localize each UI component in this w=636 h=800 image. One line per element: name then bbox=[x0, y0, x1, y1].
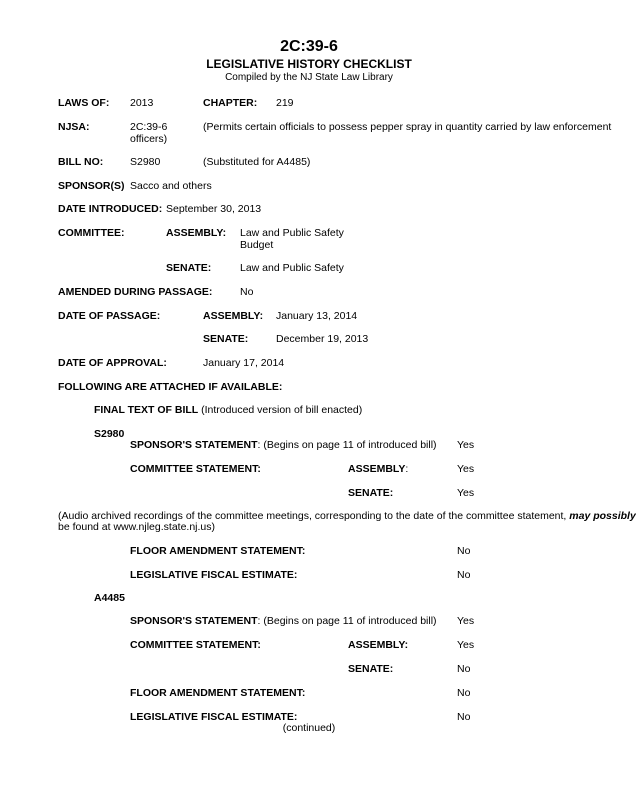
s2980-fiscal-value: No bbox=[457, 569, 471, 581]
s2980-label: S2980 bbox=[94, 428, 125, 440]
njsa-label: NJSA: bbox=[58, 121, 90, 133]
compiled-by: Compiled by the NJ State Law Library bbox=[225, 72, 393, 83]
audio-note-emphasis: may possibly bbox=[569, 510, 636, 522]
sponsors-value: Sacco and others bbox=[130, 180, 212, 192]
final-text-note: (Introduced version of bill enacted) bbox=[201, 404, 363, 416]
s2980-assembly-colon: : bbox=[405, 463, 409, 475]
amended-label: AMENDED DURING PASSAGE: bbox=[58, 286, 213, 298]
committee-senate-value: Law and Public Safety bbox=[240, 262, 344, 274]
page-title: 2C:39-6 bbox=[280, 38, 338, 55]
a4485-assembly-value: Yes bbox=[457, 639, 475, 651]
s2980-assembly-line bbox=[348, 463, 408, 475]
final-text-line bbox=[94, 404, 362, 416]
audio-note-text: (Audio archived recordings of the committee meetings, corresponding to the date of the committee statement, bbox=[58, 510, 570, 522]
a4485-sponsor-line bbox=[130, 615, 437, 627]
passage-assembly-value: January 13, 2014 bbox=[276, 310, 358, 322]
s2980-sponsor-line bbox=[130, 439, 437, 451]
sponsors-label: SPONSOR(S) bbox=[58, 180, 125, 192]
s2980-fiscal-label: LEGISLATIVE FISCAL ESTIMATE: bbox=[130, 569, 298, 581]
s2980-committee-label: COMMITTEE STATEMENT: bbox=[130, 463, 261, 475]
passage-senate-label: SENATE: bbox=[203, 333, 249, 345]
a4485-floor-label: FLOOR AMENDMENT STATEMENT: bbox=[130, 687, 306, 699]
s2980-sponsor-label: SPONSOR'S STATEMENT bbox=[130, 439, 258, 451]
s2980-sponsor-value: Yes bbox=[457, 439, 475, 451]
audio-note-line2: be found at www.njleg.state.nj.us) bbox=[58, 521, 216, 533]
bill-no-label: BILL NO: bbox=[58, 156, 104, 168]
bill-no-value: S2980 bbox=[130, 156, 161, 168]
substituted-note: (Substituted for A4485) bbox=[203, 156, 311, 168]
laws-of-value: 2013 bbox=[130, 97, 154, 109]
date-of-approval-value: January 17, 2014 bbox=[203, 357, 285, 369]
njsa-value: 2C:39-6 bbox=[130, 121, 168, 133]
s2980-floor-label: FLOOR AMENDMENT STATEMENT: bbox=[130, 545, 306, 557]
s2980-assembly-label: ASSEMBLY bbox=[348, 463, 406, 475]
s2980-senate-value: Yes bbox=[457, 487, 475, 499]
chapter-label: CHAPTER: bbox=[203, 97, 258, 109]
s2980-assembly-value: Yes bbox=[457, 463, 475, 475]
date-of-approval-label: DATE OF APPROVAL: bbox=[58, 357, 167, 369]
committee-assembly-label: ASSEMBLY: bbox=[166, 227, 227, 239]
passage-assembly-label: ASSEMBLY: bbox=[203, 310, 264, 322]
a4485-senate-label: SENATE: bbox=[348, 663, 394, 675]
s2980-floor-value: No bbox=[457, 545, 471, 557]
njsa-description-continued: officers) bbox=[130, 133, 168, 145]
attached-heading: FOLLOWING ARE ATTACHED IF AVAILABLE: bbox=[58, 381, 283, 393]
passage-senate-value: December 19, 2013 bbox=[276, 333, 369, 345]
njsa-description: (Permits certain officials to possess pepper spray in quantity carried by law enforcement bbox=[203, 121, 612, 133]
committee-assembly-value: Law and Public Safety bbox=[240, 227, 344, 239]
a4485-fiscal-value: No bbox=[457, 711, 471, 723]
page-subtitle: LEGISLATIVE HISTORY CHECKLIST bbox=[206, 57, 412, 71]
a4485-senate-value: No bbox=[457, 663, 471, 675]
date-introduced-label: DATE INTRODUCED: bbox=[58, 203, 163, 215]
a4485-sponsor-note: : (Begins on page 11 of introduced bill) bbox=[257, 615, 437, 627]
a4485-label: A4485 bbox=[94, 592, 125, 604]
date-of-passage-label: DATE OF PASSAGE: bbox=[58, 310, 161, 322]
date-introduced-value: September 30, 2013 bbox=[166, 203, 262, 215]
s2980-sponsor-note: : (Begins on page 11 of introduced bill) bbox=[257, 439, 437, 451]
committee-label: COMMITTEE: bbox=[58, 227, 125, 239]
chapter-value: 219 bbox=[276, 97, 294, 109]
committee-senate-label: SENATE: bbox=[166, 262, 212, 274]
a4485-sponsor-value: Yes bbox=[457, 615, 475, 627]
a4485-committee-label: COMMITTEE STATEMENT: bbox=[130, 639, 261, 651]
a4485-floor-value: No bbox=[457, 687, 471, 699]
final-text-label: FINAL TEXT OF BILL bbox=[94, 404, 199, 416]
continued-note: (continued) bbox=[282, 722, 336, 734]
committee-assembly-value-2: Budget bbox=[240, 239, 274, 251]
a4485-sponsor-label: SPONSOR'S STATEMENT bbox=[130, 615, 258, 627]
s2980-senate-label: SENATE: bbox=[348, 487, 394, 499]
amended-value: No bbox=[240, 286, 254, 298]
laws-of-label: LAWS OF: bbox=[58, 97, 110, 109]
a4485-assembly-label: ASSEMBLY: bbox=[348, 639, 409, 651]
a4485-fiscal-label: LEGISLATIVE FISCAL ESTIMATE: bbox=[130, 711, 298, 723]
